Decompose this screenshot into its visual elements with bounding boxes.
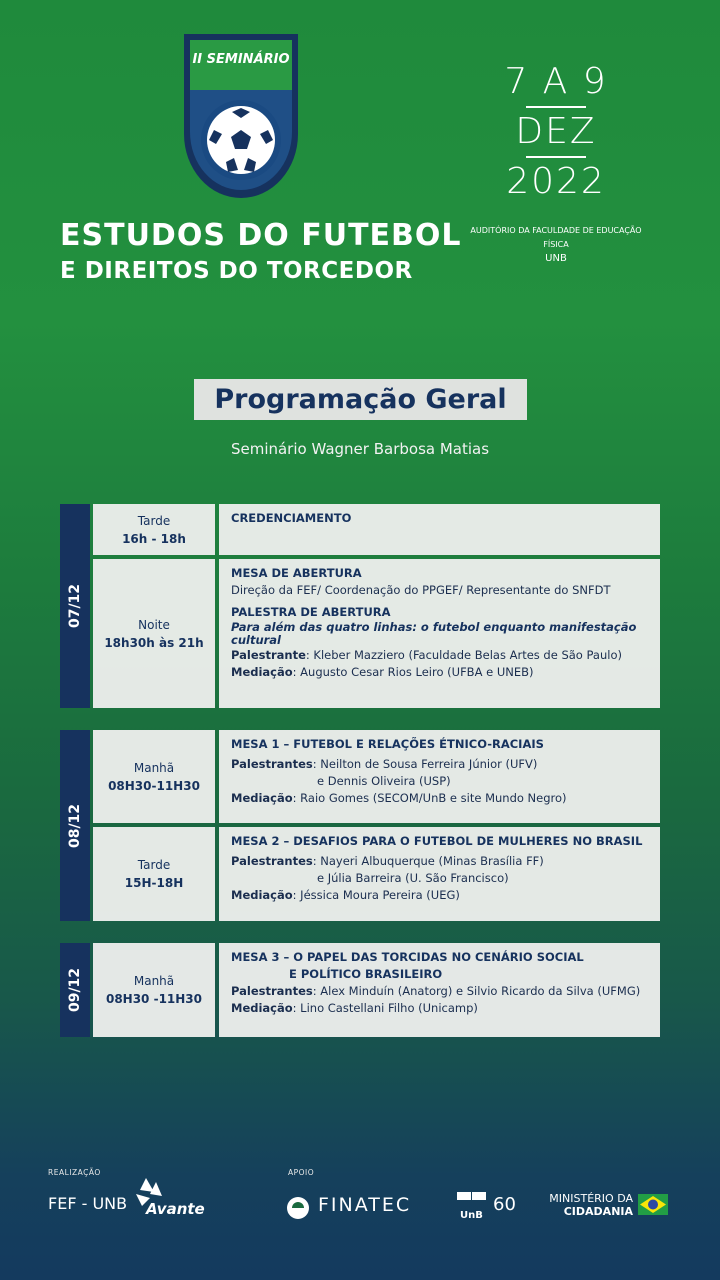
role-value: : Lino Castellani Filho (Unicamp) (292, 1001, 478, 1015)
session-hours: 18h30h às 21h (104, 635, 204, 650)
session-time (93, 943, 215, 1037)
finatec-logo: FINATEC (318, 1194, 412, 1216)
role-label: Palestrante (231, 648, 306, 662)
role-line (231, 983, 648, 1000)
day-date: 09/12 (67, 967, 84, 1013)
session-details (219, 504, 660, 555)
role-label: Palestrantes (231, 854, 313, 868)
session-hours: 08H30-11H30 (108, 778, 200, 793)
ministerio-line1: MINISTÉRIO DA (549, 1192, 633, 1205)
svg-text:60: 60 (493, 1194, 516, 1215)
session-heading: MESA 1 – FUTEBOL E RELAÇÕES ÉTNICO-RACIAIS (231, 737, 544, 751)
role-value: : Jéssica Moura Pereira (UEG) (292, 888, 460, 902)
role-line (231, 887, 648, 904)
session-heading: E POLÍTICO BRASILEIRO (289, 967, 443, 981)
role-line (231, 1000, 648, 1017)
badge-label: II SEMINÁRIO (192, 52, 290, 67)
role-label: Mediação (231, 791, 293, 805)
session-hours: 15H-18H (124, 876, 184, 890)
role-label: Mediação (231, 888, 293, 902)
session-details (219, 559, 660, 708)
day-date: 07/12 (67, 583, 84, 629)
session-time (93, 559, 215, 708)
role-value: : Augusto Cesar Rios Leiro (UFBA e UNEB) (292, 665, 534, 679)
session-time (93, 730, 215, 823)
role-line (231, 647, 648, 664)
session-heading: MESA 2 – DESAFIOS PARA O FUTEBOL DE MULHERES NO BRASIL (231, 834, 643, 848)
role-label: Mediação (231, 665, 293, 679)
session-period: Tarde (137, 513, 171, 528)
role-label: Mediação (231, 1001, 293, 1015)
speaker-line: e Dennis Oliveira (USP) (317, 774, 451, 788)
venue-name: AUDITÓRIO DA FACULDADE DE EDUCAÇÃO FÍSICA (470, 226, 642, 249)
venue-university: UNB (545, 253, 567, 264)
event-title: ESTUDOS DO FUTEBOL (60, 218, 462, 253)
day-tab (60, 943, 90, 1037)
session-hours: 16h - 18h (122, 531, 186, 546)
role-label: Palestrantes (231, 984, 313, 998)
session-text: Direção da FEF/ Coordenação do PPGEF/ Representante do SNFDT (231, 583, 611, 597)
day-date: 08/12 (67, 803, 84, 848)
role-label: Palestrantes (231, 757, 313, 771)
session-period: Manhã (133, 974, 175, 988)
day-tab (60, 504, 90, 708)
session-heading: MESA 3 – O PAPEL DAS TORCIDAS NO CENÁRIO SOCIAL (231, 950, 584, 964)
session-period: Manhã (133, 760, 175, 775)
role-value: : Nayeri Albuquerque (Minas Brasília FF) (312, 854, 544, 868)
program-title: Programação Geral (194, 379, 527, 420)
brazil-flag-icon (638, 1194, 668, 1215)
day-tab (60, 730, 90, 921)
session-period: Tarde (137, 858, 171, 872)
role-line (231, 756, 648, 773)
role-value: : Alex Minduín (Anatorg) e Silvio Ricardo da Silva (UFMG) (312, 984, 641, 998)
session-time (93, 827, 215, 921)
ministerio-line2: CIDADANIA (563, 1205, 633, 1218)
session-heading: MESA DE ABERTURA (231, 566, 362, 580)
session-heading: PALESTRA DE ABERTURA (231, 605, 391, 619)
role-line (231, 790, 648, 807)
session-details (219, 943, 660, 1037)
role-value: : Raio Gomes (SECOM/UnB e site Mundo Negro) (292, 791, 567, 805)
avante-logo: Avante (146, 1200, 205, 1218)
role-value: : Neilton de Sousa Ferreira Júnior (UFV) (312, 757, 538, 771)
venue (460, 224, 652, 266)
role-value: : Kleber Mazziero (Faculdade Belas Artes de São Paulo) (305, 648, 622, 662)
date-days: 7 A 9 (504, 61, 608, 102)
speaker-line: e Júlia Barreira (U. São Francisco) (317, 871, 509, 885)
date-year: 2022 (506, 161, 606, 202)
realizacao-label: REALIZAÇÃO (48, 1168, 101, 1177)
session-heading: CREDENCIAMENTO (231, 511, 352, 525)
date-divider (526, 106, 586, 108)
session-details (219, 730, 660, 823)
date-month: DEZ (515, 111, 597, 152)
session-period: Noite (138, 617, 170, 632)
unb-logo: UnB (460, 1210, 483, 1221)
fef-unb-logo: FEF - UNB (48, 1194, 128, 1213)
event-dates (500, 62, 612, 202)
session-time (93, 504, 215, 555)
program-subtitle: Seminário Wagner Barbosa Matias (230, 440, 490, 458)
lecture-title: Para além das quatro linhas: o futebol enquanto manifestação cultural (231, 620, 637, 647)
header (0, 0, 720, 330)
session-details (219, 827, 660, 921)
event-subtitle: E DIREITOS DO TORCEDOR (60, 258, 413, 284)
role-line (231, 664, 648, 681)
apoio-label: APOIO (288, 1168, 315, 1177)
role-line (231, 853, 648, 870)
ministerio-logo (549, 1192, 633, 1218)
date-divider (526, 156, 586, 158)
session-hours: 08H30 -11H30 (105, 992, 203, 1006)
